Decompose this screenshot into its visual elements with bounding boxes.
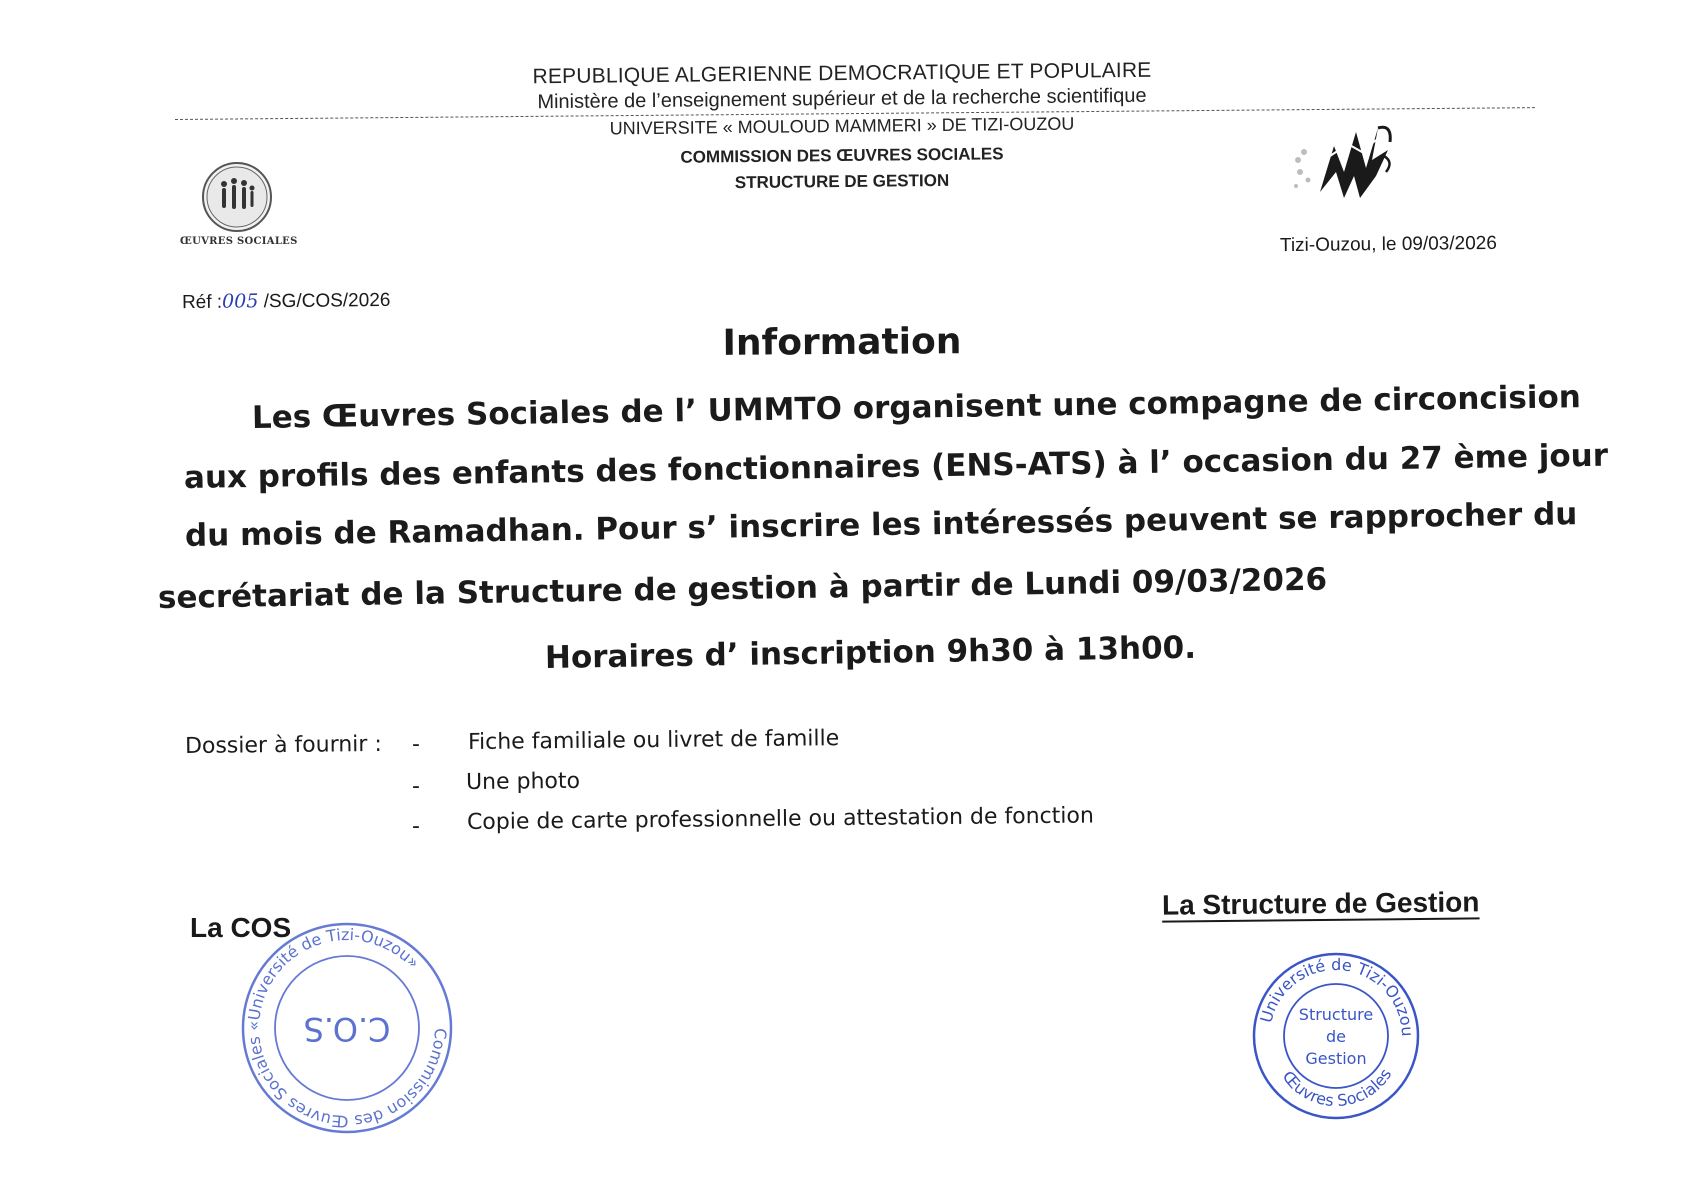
structure-stamp-ring-bottom: Œuvres Sociales <box>1278 1065 1396 1111</box>
dossier-item: Une photo <box>465 768 581 795</box>
dossier-label: Dossier à fournir : <box>184 731 382 759</box>
reference-suffix: /SG/COS/2026 <box>258 289 391 313</box>
people-group-icon <box>204 164 270 230</box>
signature-cos: La COS <box>190 912 292 943</box>
list-bullet: - <box>412 732 420 757</box>
list-bullet: - <box>412 774 420 799</box>
cos-stamp-seal <box>232 918 462 1138</box>
list-bullet: - <box>412 814 420 839</box>
republic-heading: REPUBLIQUE ALGERIENNE DEMOCRATIQUE ET POPULAIRE <box>532 58 1152 89</box>
structure-stamp-ring-top: Université de Tizi-Ouzou <box>1256 954 1418 1037</box>
reference-number: 005 <box>222 290 259 313</box>
body-line-4: secrétariat de la Structure de gestion à partir de Lundi 09/03/2026 <box>157 561 1328 616</box>
structure-stamp-line-3: Gestion <box>1305 1049 1367 1068</box>
logo-caption: ŒUVRES SOCIALES <box>180 236 298 247</box>
body-line-1: Les Œuvres Sociales de l’ UMMTO organisent une compagne de circoncision <box>251 379 1582 436</box>
commission-heading: COMMISSION DES ŒUVRES SOCIALES <box>680 144 1004 167</box>
signature-structure: La Structure de Gestion <box>1161 886 1480 921</box>
document-date: Tizi-Ouzou, le 09/03/2026 <box>1279 232 1497 257</box>
ministry-heading: Ministère de l’enseignement supérieur et de la recherche scientifique <box>537 84 1147 114</box>
structure-stamp-line-2: de <box>1326 1027 1346 1046</box>
reference-line <box>182 289 391 314</box>
oeuvres-sociales-logo <box>202 162 272 232</box>
structure-stamp-line-1: Structure <box>1298 1005 1374 1024</box>
structure-heading: STRUCTURE DE GESTION <box>734 170 950 193</box>
cos-stamp <box>232 918 462 1138</box>
svg-text:Université de Tizi-Ouzou <box>1256 955 1417 1037</box>
registration-hours: Horaires d’ inscription 9h30 à 13h00. <box>544 629 1197 676</box>
cos-stamp-ring-text: Commission des Œuvres Sociales «Université de Tizi-Ouzou» <box>243 924 451 1132</box>
dossier-item: Copie de carte professionnelle ou attestation de fonction <box>466 803 1094 835</box>
structure-stamp-seal <box>1250 950 1422 1122</box>
body-line-3: du mois de Ramadhan. Pour s’ inscrire les intéressés peuvent se rapprocher du <box>184 496 1578 554</box>
dossier-item: Fiche familiale ou livret de famille <box>467 726 840 755</box>
university-heading: UNIVERSITE « MOULOUD MAMMERI » DE TIZI-OUZOU <box>609 113 1075 139</box>
cos-stamp-center: C.O.S <box>303 1010 391 1048</box>
reference-prefix: Réf : <box>181 291 223 314</box>
document-title: Information <box>722 321 962 364</box>
body-line-2: aux profils des enfants des fonctionnaires (ENS-ATS) à l’ occasion du 27 ème jour <box>183 437 1609 496</box>
university-emblem <box>1290 116 1400 206</box>
ummto-emblem-icon <box>1290 116 1400 206</box>
structure-stamp <box>1250 950 1422 1122</box>
